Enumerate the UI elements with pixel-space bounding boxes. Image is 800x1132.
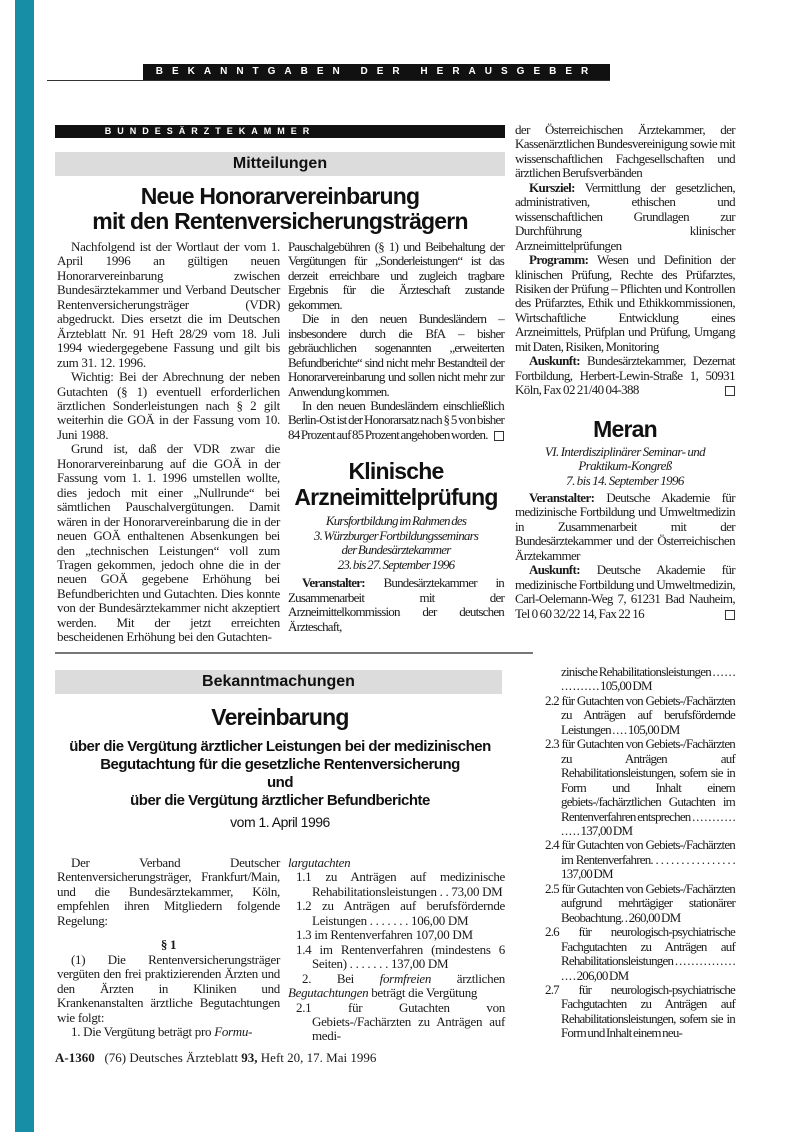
item-text: für Gutachten von Gebiets-/Fachärzten im Rentenverfahren. . . . . . . . . . . . . . . . . 137,00 DM	[561, 837, 736, 882]
veranstalter-paragraph	[288, 576, 504, 634]
paragraph: Nachfolgend ist der Wortlaut der vom 1. April 1996 an gültigen neuen Honorarvereinbarung zwischen Bundesärztekammer und Verband Deutscher Rentenversicherungsträger (VDR) abgedruckt. Dies ersetzt die im Deutschen Ärzteblatt Nr. 91 Heft 28/29 vom 18. Juli 1994 wiedergegebene Fassung und gilt bis zum 31. 12. 1996.	[57, 239, 280, 370]
italic-text: Formu-	[214, 1023, 253, 1039]
item-text: für Gutachten von Gebiets-/Fachärzten zu Anträgen auf medi-	[312, 999, 505, 1044]
paragraph: Der Verband Deutscher Rentenversicherungsträger, Frankfurt/Main, und die Bundesärztekammer, Köln, empfehlen ihren Mitgliedern folgende Regelung:	[57, 855, 280, 928]
section-banner: BEKANNTGABEN DER HERAUSGEBER	[143, 64, 610, 80]
text: ärztlichen	[431, 970, 506, 986]
paragraph: Grund ist, daß der VDR zwar die Honorarvereinbarung auf die GOÄ in der Fassung vom 1. 1. 1996 umstellen wollte, dies jedoch mit einer „Nullrunde“ bei sämtlichen Pauschalvergütungen. Damit wären in der Honorarvereinbarung die in der neuen GOÄ enthaltenen Absenkungen bei den „technischen Leistungen“ voll zum Tragen gekommen, jedoch ohne die in der neuen GOÄ gegebene Erhöhung bei Befundberichten und Gutachten. Dies konnte von der Bundesärztekammer nicht akzeptiert werden. Mit der jetzt erreichten bescheidenen Erhöhung bei den Gutachten-	[57, 441, 280, 645]
programm-paragraph	[515, 253, 735, 354]
end-square-icon	[725, 386, 735, 396]
vereinbarung-column2	[288, 856, 505, 1044]
text: Vermittlung der gesetzlichen, administrativen, ethischen und wissenschaftlichen Grundlagen zur Durchführung klinischer Arzneimittelprüfungen	[515, 179, 735, 253]
paragraph: Pauschalgebühren (§ 1) und Beibehaltung der Vergütungen für „Sonderleistungen“ ist das derzeit erreichbare und zugleich tragbare Ergebnis für die Ärzteschaft zustande gekommen.	[288, 239, 504, 312]
italic-text: largutachten	[288, 855, 351, 870]
list-item	[288, 1001, 505, 1044]
vereinbarung-title: Vereinbarung	[211, 704, 349, 730]
category-mitteilungen: Mitteilungen	[55, 152, 505, 176]
kursziel-paragraph	[515, 181, 735, 253]
list-item	[288, 870, 505, 899]
item-text: für neurologisch-psychiatrische Fachgutachten zu Anträgen auf Rehabilitationsleistungen, sofern sie in Form und Inhalt einem neu-	[561, 981, 736, 1041]
item-number: 2.1	[296, 999, 312, 1015]
page-footer	[55, 1050, 376, 1066]
article-title	[55, 184, 505, 234]
auskunft-paragraph	[515, 354, 735, 397]
item-number: 2.7	[545, 981, 559, 997]
list-item-continuation: zinische Rehabilitationsleistungen . . . . . . . . . . . . . . . . 105,00 DM	[561, 664, 735, 694]
issue-date: Heft 20, 17. Mai 1996	[257, 1050, 377, 1065]
list-item	[288, 943, 505, 972]
subtitle-line: 7. bis 14. September 1996	[566, 472, 684, 488]
vereinbarung-column3	[537, 665, 735, 1041]
text: 2. Bei	[302, 970, 380, 986]
item-number: 2.6	[545, 924, 559, 940]
article1-column1	[57, 240, 280, 645]
label: Kursziel:	[529, 179, 575, 195]
text: Wesen und Definition der klinischen Prüfung, Rechte des Prüfarztes, Risiken der Prüfung – Pflichten und Kontrollen des Prüfarztes, Ethik und Ethikkommissionen, Wirtschaftliche Entwicklung eines Arzneimittels, Prüfplan und Prüfung, Umgang mit Daten, Risiken, Monitoring	[515, 252, 735, 354]
list-item	[537, 737, 735, 838]
paragraph	[288, 856, 505, 870]
org-bar	[55, 125, 505, 138]
text: Bundesärztekammer in Zusammenarbeit mit der Arzneimittelkommission der deutschen Ärzteschaft,	[288, 575, 504, 634]
article2-column3	[515, 123, 735, 621]
section-heading: § 1	[160, 937, 177, 953]
auskunft-paragraph	[515, 563, 735, 621]
date-line: vom 1. April 1996	[230, 814, 330, 830]
text: Bundesärztekammer, Dezernat Fortbildung, Herbert-Lewin-Straße 1, 50931 Köln, Fax 02 21/40 04-388	[515, 353, 735, 398]
subtitle-line: Kursfortbildung im Rahmen des	[325, 513, 467, 529]
subtitle-line: Begutachtung für die gesetzliche Rentenversicherung	[100, 756, 460, 773]
subtitle-line: über die Vergütung ärztlicher Leistungen bei der medizinischen	[69, 738, 491, 755]
label: Auskunft:	[529, 562, 580, 578]
item-number: 2.4	[545, 837, 559, 853]
text: Deutsche Akademie für medizinische Fortbildung und Umweltmedizin in Zusammenarbeit mit der Bundesärztekammer und der Österreichischen Ärztekammer	[515, 489, 735, 563]
text: Deutsche Akademie für medizinische Fortbildung und Umweltmedizin, Carl-Oelemann-Weg 7, 61231 Bad Nauheim, Tel 0 60 32/22 14, Fax 22 16	[515, 562, 735, 621]
list-item	[288, 899, 505, 928]
title-line: mit den Rentenversicherungsträgern	[92, 208, 468, 234]
label: Veranstalter:	[302, 575, 365, 591]
vereinbarung-column1	[57, 856, 280, 1039]
page-number: A-1360	[55, 1050, 95, 1065]
item-number: 2.5	[545, 880, 559, 896]
item-text: zu Anträgen auf berufsfördernde Leistungen . . . . . . . 106,00 DM	[312, 898, 505, 928]
item-text: für neurologisch-psychiatrische Fachgutachten zu Anträgen auf Rehabilitationsleistungen . . . . . . . . . . . . . . . . . . . 206,00 DM	[561, 924, 736, 983]
list-item	[537, 694, 735, 737]
article1-column2	[288, 240, 504, 634]
section-divider	[55, 652, 533, 654]
volume: 93,	[241, 1050, 258, 1065]
paragraph	[288, 972, 505, 1001]
paragraph	[57, 1025, 280, 1039]
article2-title	[288, 458, 504, 510]
item-number: 1.1	[296, 869, 312, 885]
title-line: Klinische	[348, 458, 444, 485]
paragraph: Die in den neuen Bundesländern – insbesondere durch die BfA – bisher gebräuchlichen sogenannten „erweiterten Befundberichte“ sind nicht mehr Bestandteil der Honorarvereinbarung und sollen nicht mehr zur Anwendung kommen.	[288, 311, 504, 399]
journal-name: (76) Deutsches Ärzteblatt	[104, 1050, 242, 1065]
subtitle-line: 23. bis 27. September 1996	[337, 556, 455, 572]
category-bekanntmachungen: Bekanntmachungen	[55, 670, 502, 694]
title-line: Arzneimittelprüfung	[294, 484, 498, 511]
item-number: 1.4	[296, 941, 312, 957]
list-item	[537, 838, 735, 881]
list-item	[537, 882, 735, 925]
article3-title: Meran	[593, 415, 657, 442]
label: Auskunft:	[529, 353, 580, 369]
item-text: im Rentenverfahren 107,00 DM	[314, 927, 473, 943]
item-text: im Rentenverfahren (mindestens 6 Seiten) . . . . . . . 137,00 DM	[312, 941, 505, 972]
subtitle-line: VI. Interdisziplinärer Seminar- und	[544, 443, 706, 459]
paragraph: der Österreichischen Ärztekammer, der Kassenärztlichen Bundesvereinigung sowie mit wissenschaftlichen Fachgesellschaften und ärztlichen Berufsverbänden	[515, 122, 735, 181]
italic-text: Begutachtungen	[288, 985, 369, 1001]
header-rule	[47, 80, 610, 81]
label: Programm:	[529, 252, 589, 268]
item-text: für Gutachten von Gebiets-/Fachärzten zu Anträgen auf berufsfördernde Leistungen . . . . 105,00 DM	[561, 692, 736, 737]
item-number: 1.3	[296, 927, 312, 943]
item-text: für Gutachten von Gebiets-/Fachärzten aufgrund mehrtägiger stationärer Beobachtung. . 260,00 DM	[561, 880, 736, 925]
paragraph-text: In den neuen Bundesländern einschließlich Berlin-Ost ist der Honorarsatz nach § 5 von bisher 84 Prozent auf 85 Prozent angehoben worden.	[288, 397, 504, 442]
item-text: zu Anträgen auf medizinische Rehabilitationsleistungen . . 73,00 DM	[312, 869, 505, 899]
item-number: 2.3	[545, 736, 559, 752]
end-square-icon	[725, 610, 735, 620]
label: Veranstalter:	[529, 489, 595, 505]
text: beträgt die Vergütung	[368, 985, 478, 1001]
paragraph: (1) Die Rentenversicherungsträger vergüten den frei praktizierenden Ärzten und den Ärzten in Kliniken und Krankenanstalten ärztliche Begutachtungen wie folgt:	[57, 951, 280, 1025]
item-number: 1.2	[296, 898, 312, 914]
item-text: für Gutachten von Gebiets-/Fachärzten zu Anträgen auf Rehabilitationsleistungen, sofern sie in Form und Inhalt einem gebiets-/fachärztlichen Gutachten im Rentenverfahren entsprechen . . . . . . . . . . . . . . . . 137,00 DM	[561, 736, 736, 838]
paragraph	[288, 399, 504, 442]
list-item	[288, 928, 505, 942]
subtitle-line: Praktikum-Kongreß	[578, 458, 672, 474]
subtitle-line: über die Vergütung ärztlicher Befundberichte	[130, 792, 430, 809]
subtitle-line: der Bundesärztekammer	[341, 542, 451, 558]
paragraph: Wichtig: Bei der Abrechnung der neben Gutachten (§ 1) eventuell erforderlichen ärztlichen Sonderleistungen nach § 2 gilt weiterhin die GOÄ in der Fassung vom 10. Juni 1988.	[57, 369, 280, 442]
article2-subtitle	[288, 514, 504, 572]
italic-text: formfreien	[379, 970, 432, 986]
subtitle-line: und	[267, 774, 293, 791]
end-square-icon	[494, 431, 504, 441]
org-bar-label: BUNDESÄRZTEKAMMER	[104, 126, 316, 136]
title-line: Neue Honorarvereinbarung	[140, 183, 420, 209]
list-item	[537, 925, 735, 983]
side-color-bar	[15, 0, 34, 1132]
veranstalter-paragraph	[515, 491, 735, 563]
subtitle-line: 3. Würzburger Fortbildungsseminars	[313, 527, 479, 543]
vereinbarung-subtitle	[45, 738, 515, 831]
list-item	[537, 983, 735, 1041]
text: 1. Die Vergütung beträgt pro	[71, 1023, 215, 1039]
item-number: 2.2	[545, 692, 559, 708]
article3-subtitle	[515, 445, 735, 488]
